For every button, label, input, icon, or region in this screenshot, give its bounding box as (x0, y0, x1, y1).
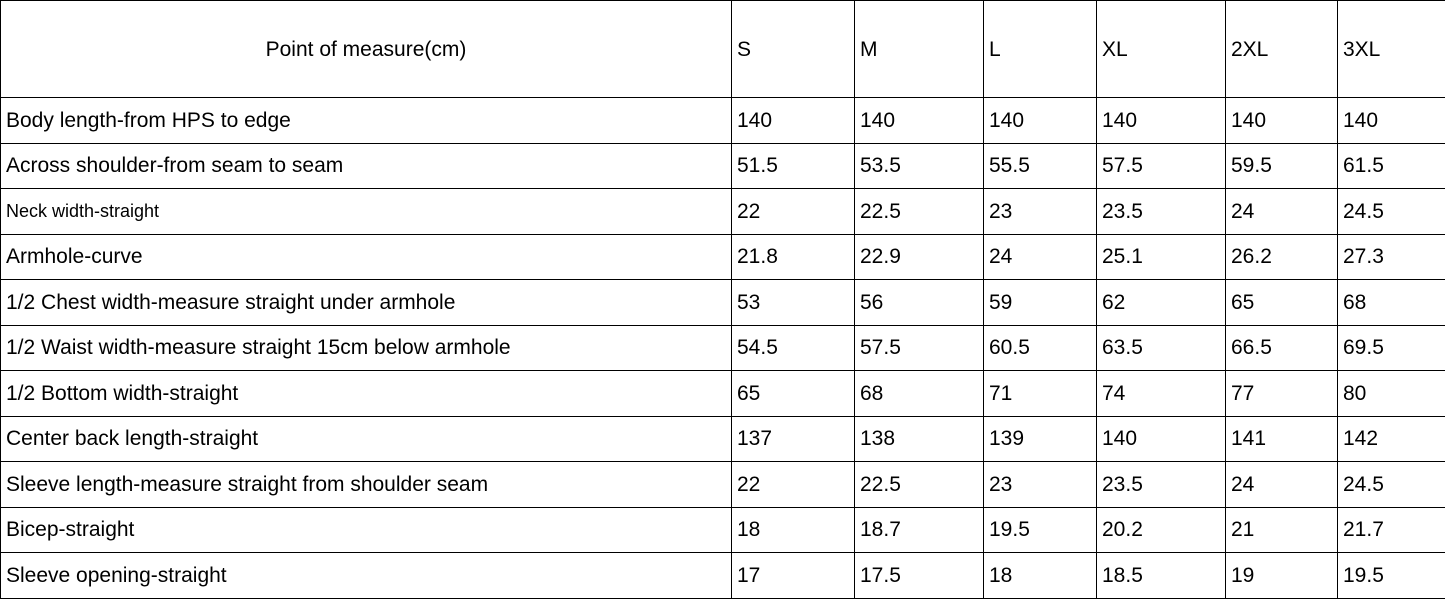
table-cell: 18 (984, 553, 1097, 599)
table-row (1, 143, 1445, 189)
table-row (1, 189, 1445, 235)
table-cell: 19.5 (984, 507, 1097, 553)
table-cell: 140 (732, 98, 855, 144)
size-header-3xl: 3XL (1338, 1, 1445, 98)
table-row (1, 371, 1445, 417)
table-cell: 68 (1338, 280, 1445, 326)
table-cell: 19.5 (1338, 553, 1445, 599)
table-cell: 140 (855, 98, 984, 144)
table-row (1, 325, 1445, 371)
table-cell: 66.5 (1226, 325, 1338, 371)
table-cell: 61.5 (1338, 143, 1445, 189)
size-header-xl: XL (1097, 1, 1226, 98)
table-row (1, 553, 1445, 599)
table-cell: 141 (1226, 416, 1338, 462)
table-cell: 55.5 (984, 143, 1097, 189)
table-cell: 80 (1338, 371, 1445, 417)
table-cell: 140 (1226, 98, 1338, 144)
table-cell: 140 (1097, 416, 1226, 462)
table-cell: 139 (984, 416, 1097, 462)
table-cell: 60.5 (984, 325, 1097, 371)
table-cell: 25.1 (1097, 234, 1226, 280)
table-cell: 26.2 (1226, 234, 1338, 280)
size-header-l: L (984, 1, 1097, 98)
measure-label: 1/2 Waist width-measure straight 15cm below armhole (1, 325, 732, 371)
table-cell: 17.5 (855, 553, 984, 599)
table-cell: 24.5 (1338, 189, 1445, 235)
table-cell: 74 (1097, 371, 1226, 417)
table-cell: 57.5 (1097, 143, 1226, 189)
table-cell: 56 (855, 280, 984, 326)
table-row (1, 462, 1445, 508)
table-cell: 53 (732, 280, 855, 326)
table-cell: 65 (1226, 280, 1338, 326)
table-cell: 68 (855, 371, 984, 417)
measure-label: 1/2 Chest width-measure straight under armhole (1, 280, 732, 326)
table-cell: 24 (1226, 189, 1338, 235)
table-row (1, 98, 1445, 144)
table-cell: 18.7 (855, 507, 984, 553)
table-cell: 137 (732, 416, 855, 462)
measure-label: Neck width-straight (1, 189, 732, 235)
point-of-measure-header: Point of measure(cm) (1, 1, 732, 98)
table-row (1, 416, 1445, 462)
table-cell: 51.5 (732, 143, 855, 189)
table-cell: 69.5 (1338, 325, 1445, 371)
table-cell: 22.5 (855, 189, 984, 235)
table-cell: 24 (1226, 462, 1338, 508)
table-cell: 21.7 (1338, 507, 1445, 553)
table-cell: 77 (1226, 371, 1338, 417)
table-cell: 23 (984, 189, 1097, 235)
table-row (1, 280, 1445, 326)
measure-label: 1/2 Bottom width-straight (1, 371, 732, 417)
table-cell: 57.5 (855, 325, 984, 371)
table-cell: 22 (732, 189, 855, 235)
table-cell: 65 (732, 371, 855, 417)
table-cell: 138 (855, 416, 984, 462)
measure-label: Body length-from HPS to edge (1, 98, 732, 144)
table-cell: 23.5 (1097, 189, 1226, 235)
table-cell: 59 (984, 280, 1097, 326)
table-cell: 140 (1338, 98, 1445, 144)
size-header-2xl: 2XL (1226, 1, 1338, 98)
table-cell: 19 (1226, 553, 1338, 599)
table-cell: 18.5 (1097, 553, 1226, 599)
table-cell: 140 (984, 98, 1097, 144)
measure-label: Center back length-straight (1, 416, 732, 462)
table-cell: 24 (984, 234, 1097, 280)
table-cell: 17 (732, 553, 855, 599)
table-cell: 71 (984, 371, 1097, 417)
table-cell: 18 (732, 507, 855, 553)
table-cell: 140 (1097, 98, 1226, 144)
table-cell: 23.5 (1097, 462, 1226, 508)
table-cell: 27.3 (1338, 234, 1445, 280)
table-cell: 21 (1226, 507, 1338, 553)
size-header-m: M (855, 1, 984, 98)
table-row (1, 507, 1445, 553)
header-row (1, 1, 1445, 98)
table-row (1, 234, 1445, 280)
measure-label: Bicep-straight (1, 507, 732, 553)
table-cell: 22 (732, 462, 855, 508)
table-cell: 21.8 (732, 234, 855, 280)
measure-label: Armhole-curve (1, 234, 732, 280)
table-cell: 23 (984, 462, 1097, 508)
table-cell: 53.5 (855, 143, 984, 189)
measure-label: Sleeve length-measure straight from shoulder seam (1, 462, 732, 508)
table-cell: 22.9 (855, 234, 984, 280)
table-cell: 62 (1097, 280, 1226, 326)
table-cell: 59.5 (1226, 143, 1338, 189)
table-cell: 142 (1338, 416, 1445, 462)
table-cell: 54.5 (732, 325, 855, 371)
measure-label: Across shoulder-from seam to seam (1, 143, 732, 189)
measure-label: Sleeve opening-straight (1, 553, 732, 599)
table-cell: 24.5 (1338, 462, 1445, 508)
table-cell: 63.5 (1097, 325, 1226, 371)
table-cell: 22.5 (855, 462, 984, 508)
size-header-s: S (732, 1, 855, 98)
table-cell: 20.2 (1097, 507, 1226, 553)
